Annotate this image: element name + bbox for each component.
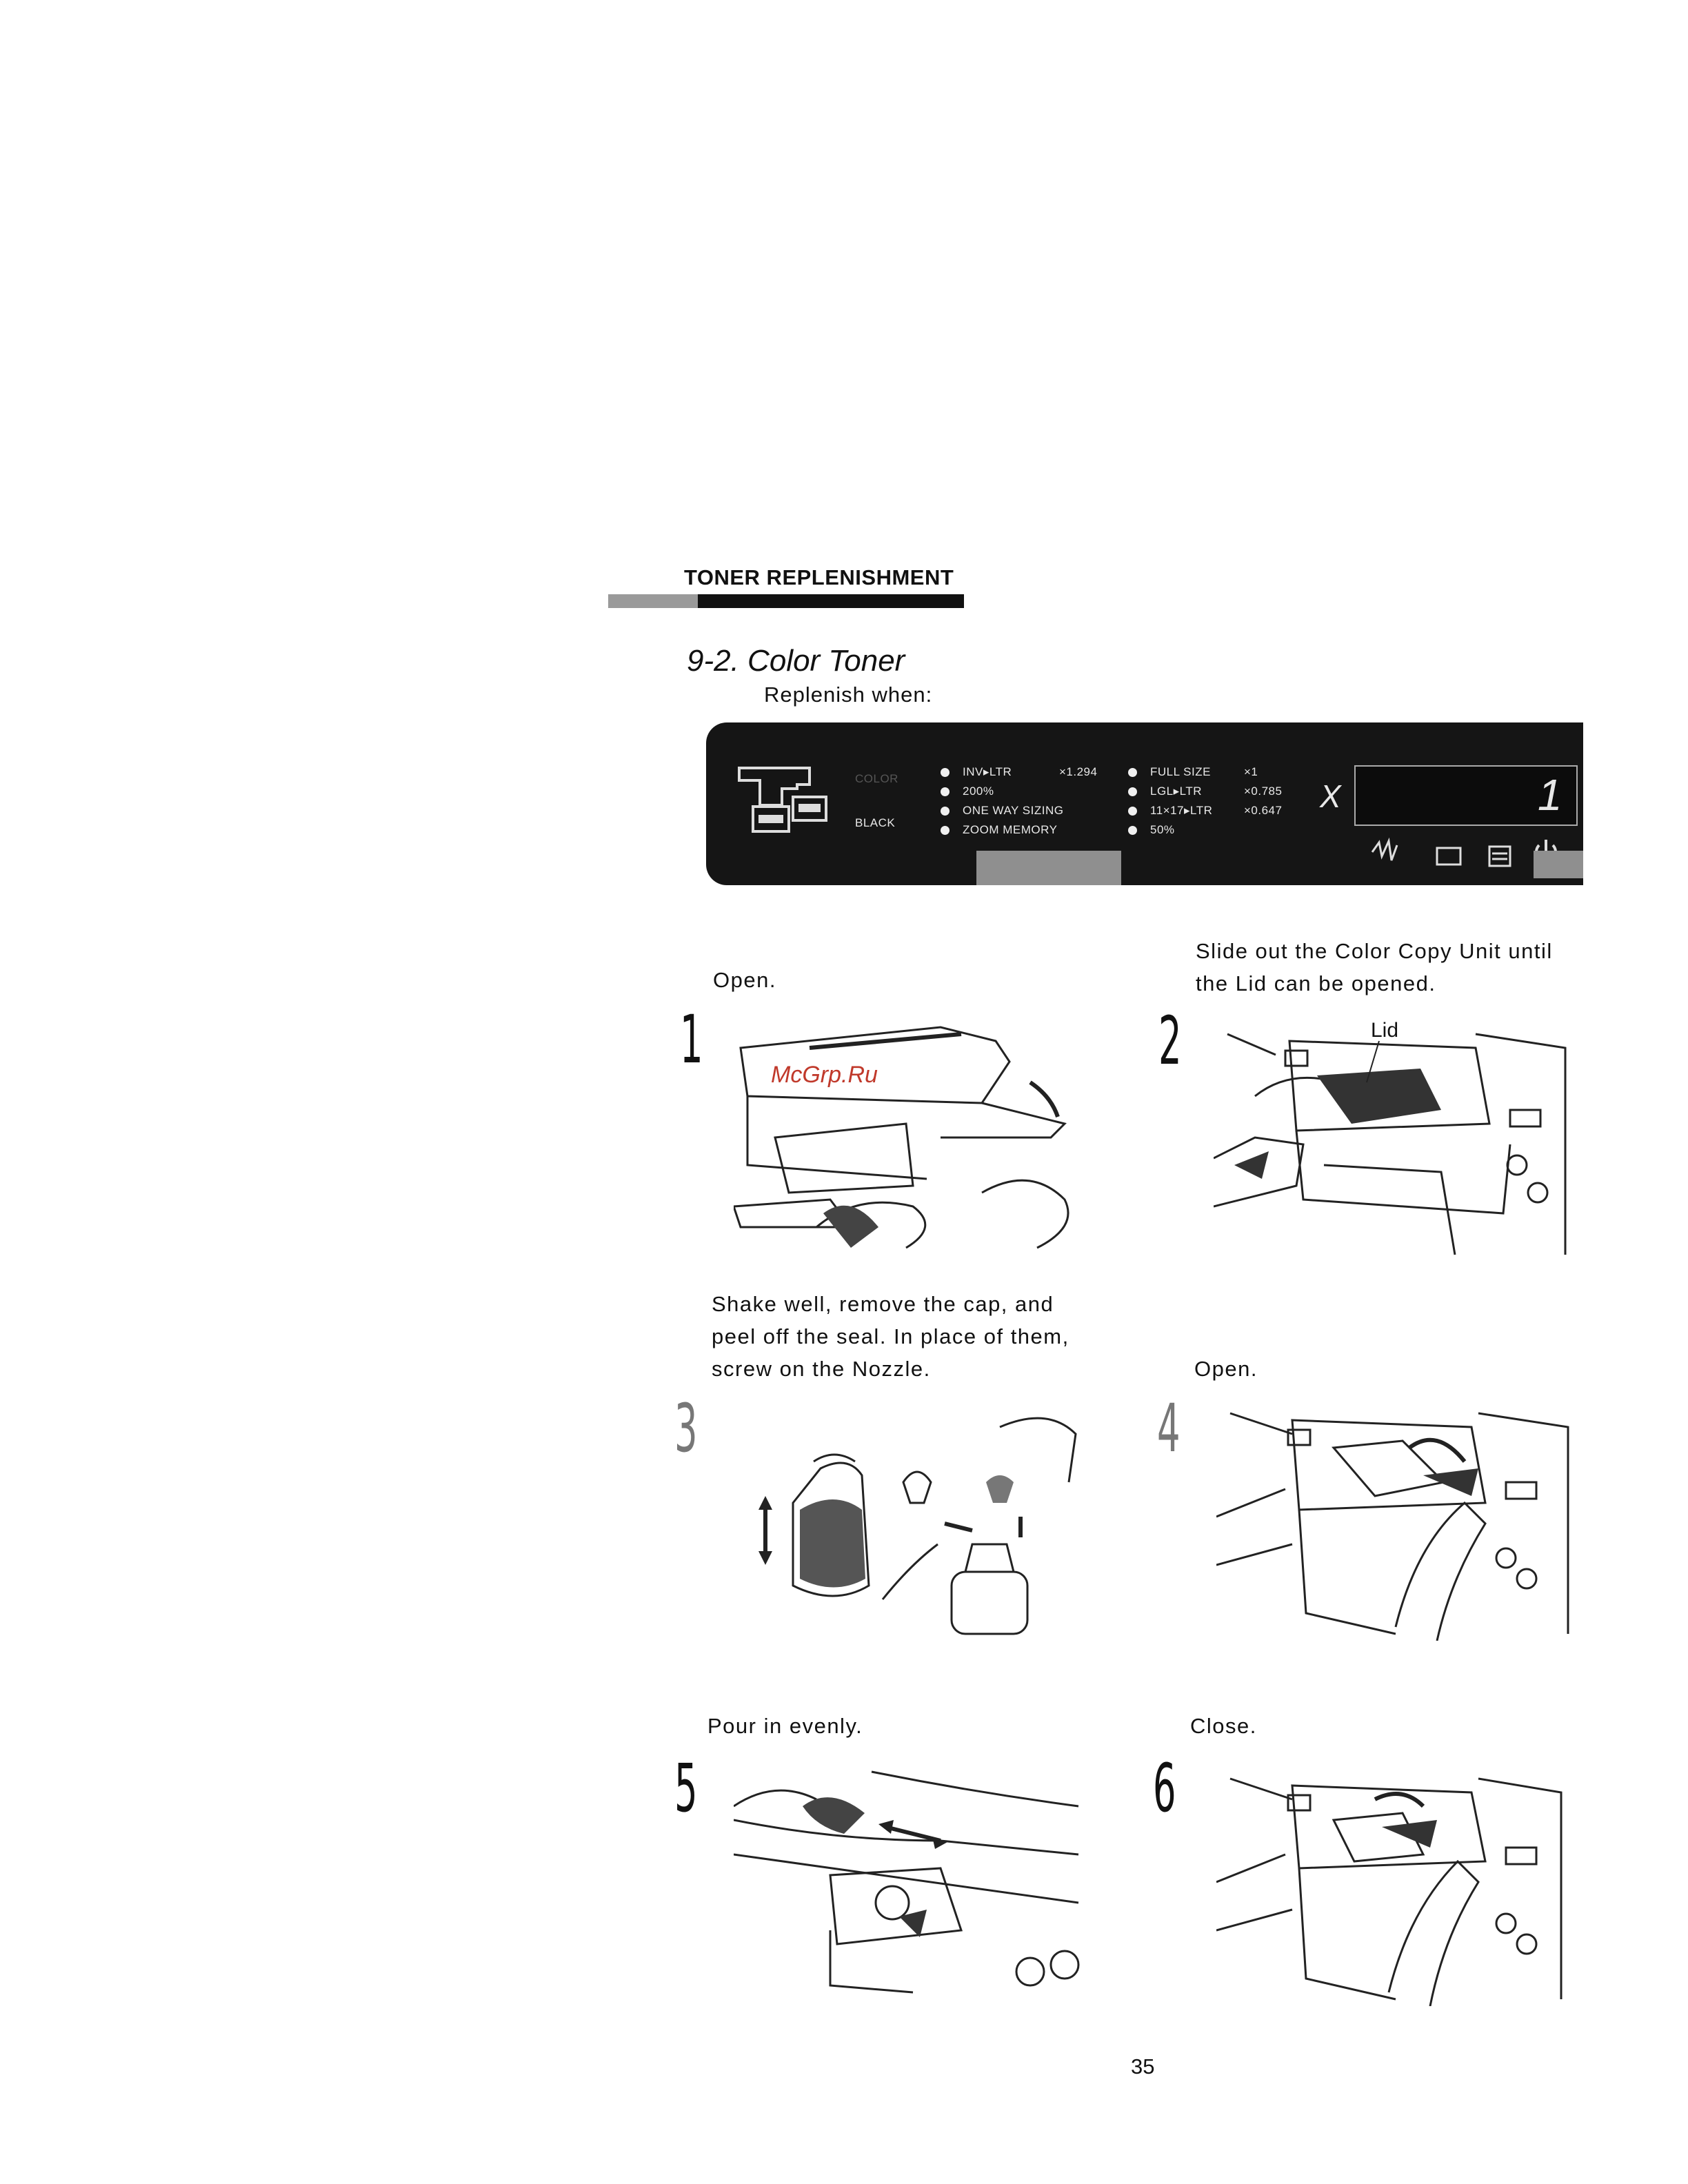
page-number: 35 xyxy=(1131,2054,1155,2079)
step-number: 4 xyxy=(1157,1390,1180,1467)
panel-grey-patch xyxy=(976,851,1121,885)
paper-jam-icon xyxy=(1372,841,1397,860)
step-caption xyxy=(712,1288,1069,1385)
caption-line: Slide out the Color Copy Unit until xyxy=(1196,939,1553,963)
caption-line: Pour in evenly. xyxy=(707,1714,863,1738)
step-caption xyxy=(1194,1353,1258,1385)
copy-count-display xyxy=(1354,765,1578,826)
step-caption xyxy=(707,1710,863,1742)
step-caption xyxy=(1196,935,1553,1000)
caption-line: the Lid can be opened. xyxy=(1196,971,1436,995)
page-subheading: Replenish when: xyxy=(764,682,933,707)
caption-line: Open. xyxy=(713,968,776,992)
caption-line: Close. xyxy=(1190,1714,1257,1738)
indicator-dot xyxy=(941,807,950,816)
preset-value: ×0.785 xyxy=(1244,785,1283,798)
indicator-dot xyxy=(1128,787,1137,796)
step-2-illustration xyxy=(1214,1027,1572,1262)
preset-label: ZOOM MEMORY xyxy=(963,823,1058,836)
preset-label: INV▸LTR xyxy=(963,765,1012,778)
indicator-dot xyxy=(941,826,950,835)
black-indicator-label: BLACK xyxy=(855,816,896,829)
section-title: TONER REPLENISHMENT xyxy=(684,565,954,589)
color-indicator-label: COLOR xyxy=(855,772,898,785)
lid-label: Lid xyxy=(1371,1019,1399,1042)
indicator-dot xyxy=(941,787,950,796)
caption-line: screw on the Nozzle. xyxy=(712,1357,931,1381)
caption-line: peel off the seal. In place of them, xyxy=(712,1324,1069,1348)
step-4-illustration xyxy=(1216,1406,1575,1641)
preset-value: ×1.294 xyxy=(1059,765,1098,778)
step-number: 6 xyxy=(1153,1750,1176,1827)
indicator-dot xyxy=(1128,768,1137,777)
watermark: McGrp.Ru xyxy=(771,1062,878,1088)
copy-count-value: 1 xyxy=(1537,770,1563,820)
preset-label: 11×17▸LTR xyxy=(1150,804,1213,817)
copier-unit-icon xyxy=(734,764,830,840)
indicator-dot xyxy=(1128,807,1137,816)
step-6-illustration xyxy=(1216,1772,1575,2006)
indicator-dot xyxy=(941,768,950,777)
control-panel xyxy=(706,722,1583,885)
multiply-symbol: X xyxy=(1320,778,1342,814)
caption-line: Shake well, remove the cap, and xyxy=(712,1292,1054,1316)
preset-value: ×0.647 xyxy=(1244,804,1283,817)
caption-line: Open. xyxy=(1194,1357,1258,1381)
add-toner-icon xyxy=(1489,847,1510,866)
step-number: 5 xyxy=(674,1750,698,1827)
step-3-illustration xyxy=(745,1406,1089,1641)
preset-label: ONE WAY SIZING xyxy=(963,804,1064,817)
step-caption xyxy=(713,964,776,996)
panel-grey-patch xyxy=(1534,851,1583,878)
preset-value: ×1 xyxy=(1244,765,1258,778)
preset-label: 50% xyxy=(1150,823,1175,836)
step-number: 3 xyxy=(674,1390,698,1467)
step-caption xyxy=(1190,1710,1257,1742)
preset-label: LGL▸LTR xyxy=(1150,785,1203,798)
add-paper-icon xyxy=(1437,848,1460,865)
step-number: 2 xyxy=(1158,1002,1182,1080)
title-underline-accent xyxy=(608,594,698,608)
step-number: 1 xyxy=(680,1001,703,1078)
page-heading: 9-2. Color Toner xyxy=(687,644,905,678)
preset-label: FULL SIZE xyxy=(1150,765,1211,778)
preset-label: 200% xyxy=(963,785,994,798)
indicator-dot xyxy=(1128,826,1137,835)
step-1-illustration xyxy=(734,1020,1092,1255)
step-5-illustration xyxy=(734,1765,1085,1999)
